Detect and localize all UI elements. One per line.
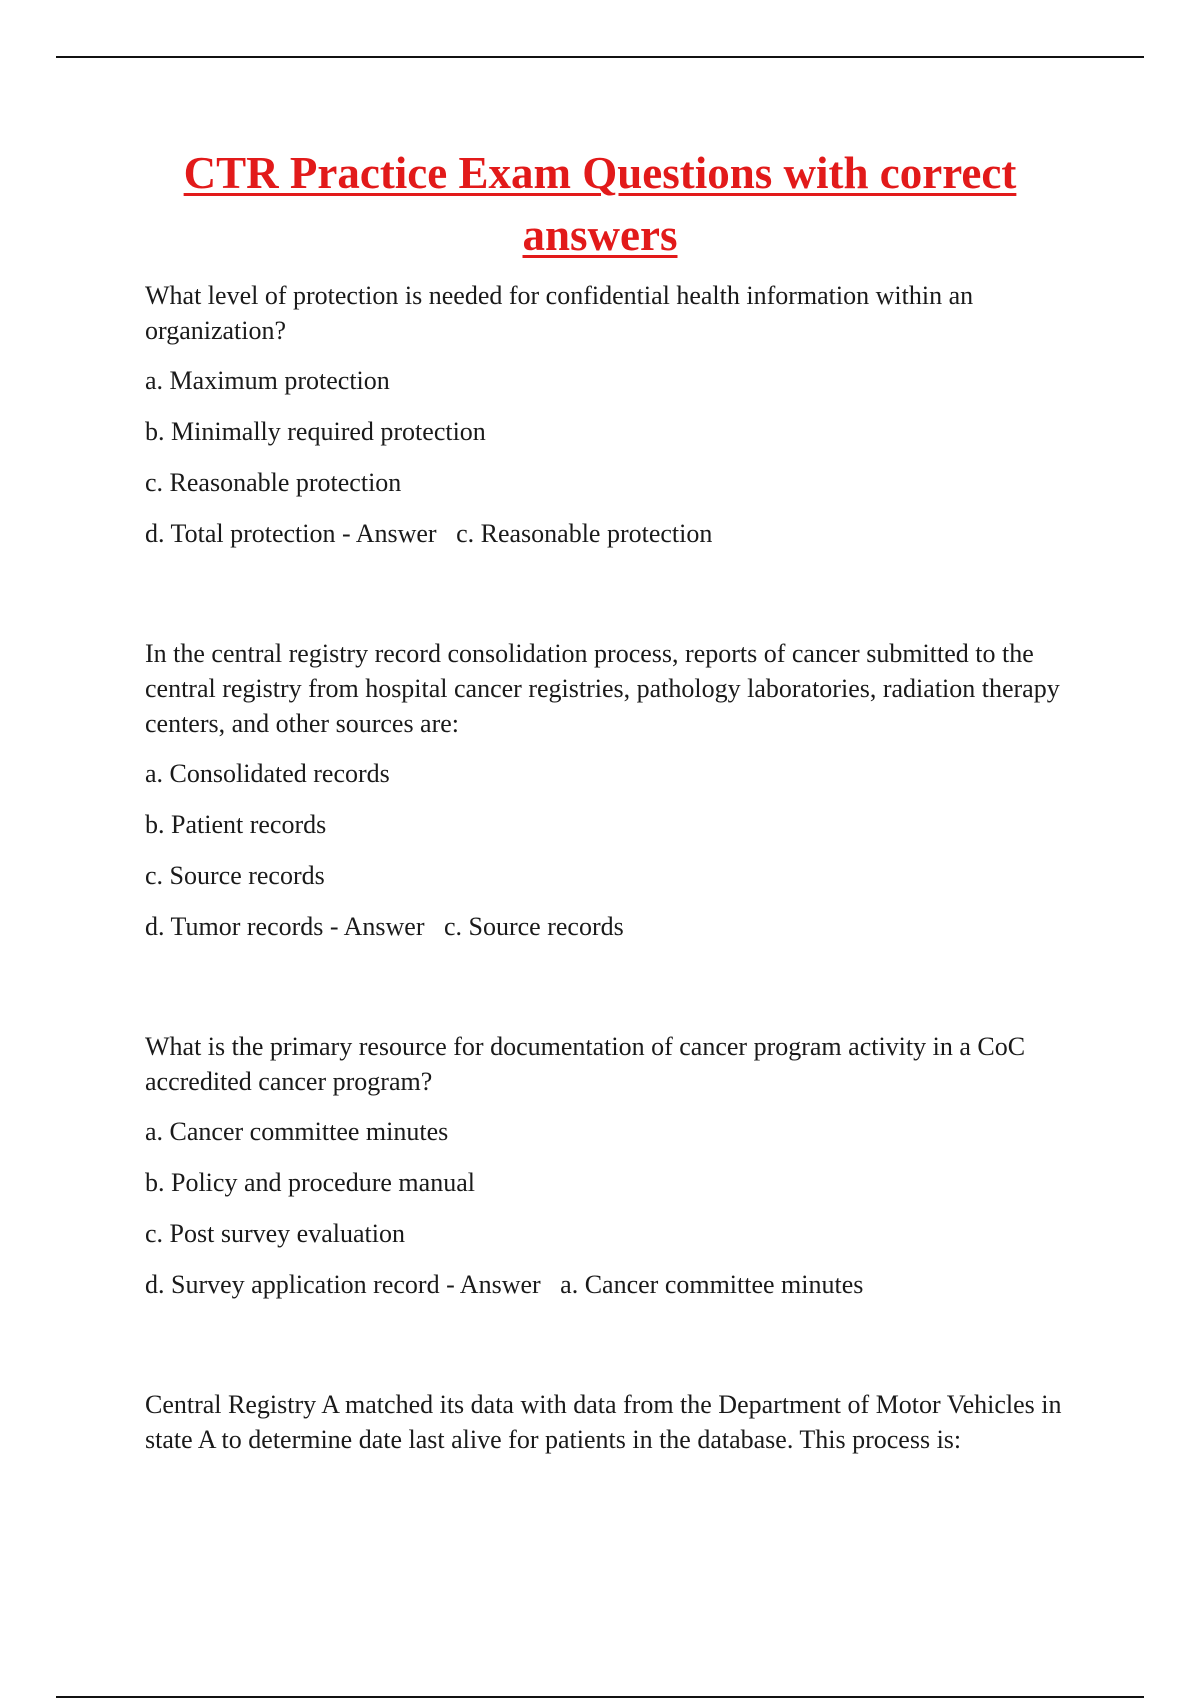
question-block-4	[145, 1387, 1095, 1457]
option-b: b. Minimally required protection	[145, 417, 486, 446]
option-c: c. Source records	[145, 861, 325, 890]
header-rule	[56, 56, 1144, 58]
option-d-with-answer: d. Total protection - Answer c. Reasonable protection	[145, 519, 713, 548]
question-block-2	[145, 636, 1095, 944]
question-text: What level of protection is needed for confidential health information within an organization?	[145, 281, 974, 345]
option-d-with-answer: d. Survey application record - Answer a. Cancer committee minutes	[145, 1270, 864, 1299]
question-text: In the central registry record consolidation process, reports of cancer submitted to the central registry from hospital cancer registries, pathology laboratories, radiation therapy centers, and other sources are:	[145, 639, 1060, 738]
option-a: a. Maximum protection	[145, 366, 390, 395]
question-text: Central Registry A matched its data with data from the Department of Motor Vehicles in state A to determine date last alive for patients in the database. This process is:	[145, 1390, 1062, 1454]
option-a: a. Cancer committee minutes	[145, 1117, 449, 1146]
question-block-1	[145, 278, 1095, 551]
option-a: a. Consolidated records	[145, 759, 390, 788]
option-b: b. Patient records	[145, 810, 327, 839]
page-title	[0, 142, 1200, 266]
footer-rule	[56, 1696, 1144, 1698]
option-c: c. Reasonable protection	[145, 468, 402, 497]
page-title-line-1: CTR Practice Exam Questions with correct	[183, 148, 1017, 198]
question-text: What is the primary resource for documentation of cancer program activity in a CoC accredited cancer program?	[145, 1032, 1026, 1096]
question-list	[145, 278, 1095, 1542]
option-c: c. Post survey evaluation	[145, 1219, 405, 1248]
option-b: b. Policy and procedure manual	[145, 1168, 475, 1197]
option-d-with-answer: d. Tumor records - Answer c. Source records	[145, 912, 624, 941]
question-block-3	[145, 1029, 1095, 1302]
page-title-line-2: answers	[522, 210, 678, 260]
